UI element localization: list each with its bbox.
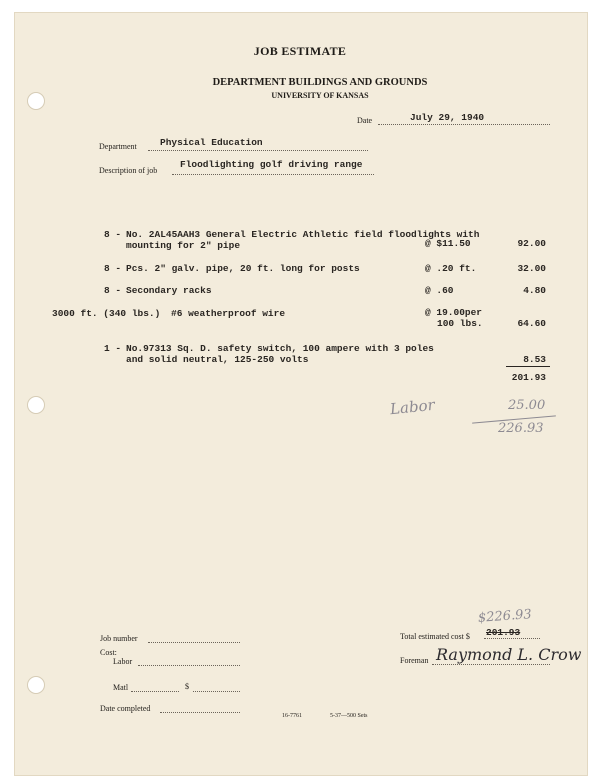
description-label: Description of job	[99, 166, 158, 175]
item-qty: 3000 ft. (340 lbs.)	[52, 308, 161, 319]
matl-line	[131, 691, 179, 692]
page-title: JOB ESTIMATE	[253, 44, 347, 58]
job-number-label: Job number	[100, 634, 138, 643]
department-line	[148, 150, 368, 151]
item-rate: @ $11.50	[425, 238, 471, 249]
date-completed-line	[160, 712, 240, 713]
matl-amount-line	[193, 691, 240, 692]
item-description: Pcs. 2" galv. pipe, 20 ft. long for posts	[126, 263, 360, 274]
item-rate: @ .60	[425, 285, 454, 296]
description-value: Floodlighting golf driving range	[180, 159, 363, 170]
total-estimated-value: 201.93	[486, 627, 521, 638]
item-qty: 8 -	[104, 285, 122, 296]
item-rate: @ .20 ft.	[425, 263, 477, 274]
item-amount: 92.00	[517, 238, 546, 249]
labor-label: Labor	[113, 657, 133, 666]
date-label: Date	[357, 116, 373, 125]
item-qty: 1 -	[104, 343, 122, 354]
department-heading: DEPARTMENT BUILDINGS AND GROUNDS	[212, 77, 428, 88]
matl-label: Matl	[113, 683, 129, 692]
item-amount: 8.53	[523, 354, 546, 365]
item-qty: 8 -	[104, 229, 122, 240]
punch-hole-middle	[27, 396, 45, 414]
total-estimated-label: Total estimated cost $	[400, 632, 470, 641]
cost-label: Cost:	[100, 648, 117, 657]
date-completed-label: Date completed	[100, 704, 151, 713]
foreman-signature: Raymond L. Crow	[436, 645, 582, 664]
item-amount: 32.00	[517, 263, 546, 274]
handwritten-labor-label: Labor	[389, 395, 436, 419]
item-amount: 4.80	[523, 285, 546, 296]
item-description: #6 weatherproof wire	[171, 308, 286, 319]
item-amount: 64.60	[517, 318, 546, 329]
subtotal-rule	[506, 366, 550, 367]
form-code: 16-7761	[282, 713, 302, 719]
item-description: No. 2AL45AAH3 General Electric Athletic field floodlights with	[126, 229, 480, 240]
department-label: Department	[99, 142, 137, 151]
date-value: July 29, 1940	[410, 112, 485, 123]
job-number-line	[148, 642, 240, 643]
item-description-cont: and solid neutral, 125-250 volts	[126, 354, 309, 365]
handwritten-revised-total: 226.93	[498, 421, 544, 436]
foreman-label: Foreman	[400, 656, 429, 665]
item-description: Secondary racks	[126, 285, 212, 296]
print-code: 5-37—500 Sets	[330, 713, 368, 719]
department-value: Physical Education	[160, 137, 263, 148]
subtotal-amount: 201.93	[511, 372, 546, 383]
handwritten-total-correction: $226.93	[477, 607, 533, 626]
foreman-line	[432, 664, 550, 665]
date-line	[378, 124, 550, 125]
total-line	[484, 638, 540, 639]
description-line	[172, 174, 374, 175]
item-description: No.97313 Sq. D. safety switch, 100 ampere with 3 poles	[126, 343, 434, 354]
item-rate-unit: 100 lbs.	[437, 318, 483, 329]
university-heading: UNIVERSITY OF KANSAS	[271, 91, 369, 100]
punch-hole-bottom	[27, 676, 45, 694]
item-qty: 8 -	[104, 263, 122, 274]
handwritten-labor-amount: 25.00	[508, 398, 546, 413]
item-description-cont: mounting for 2" pipe	[126, 240, 241, 251]
item-rate: @ 19.00per	[425, 307, 483, 318]
matl-dollar: $	[185, 682, 189, 691]
labor-line	[138, 665, 240, 666]
